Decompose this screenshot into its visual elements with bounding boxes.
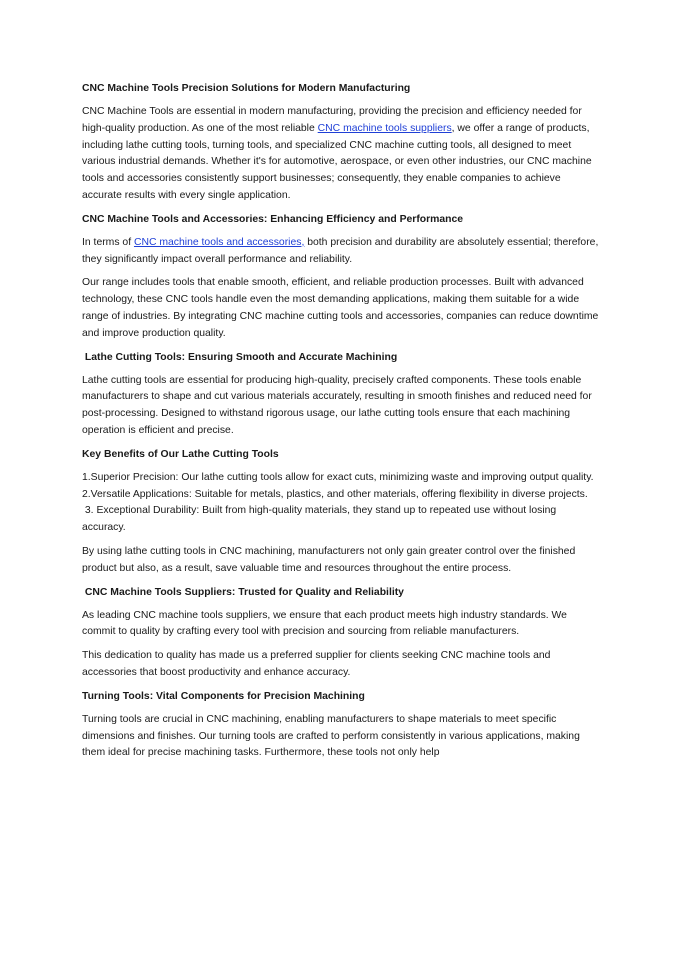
heading-tools-accessories: CNC Machine Tools and Accessories: Enhancing Efficiency and Performance [82,213,464,225]
document-body [82,81,602,769]
paragraph-intro: CNC Machine Tools are essential in modern manufacturing, providing the precision and efficiency needed for high-quality production. As one of the most reliable CNC machine tools suppliers, we offer a range of products, including lathe cutting tools, turning tools, and specialized CNC machine cutting tools, all designed to meet various industrial demands. Whether it's for automotive, aerospace, or even other industries, our CNC machine tools and accessories consistently support businesses; consequently, they enable companies to achieve accurate results with every single application. [82,106,592,201]
heading-key-benefits: Key Benefits of Our Lathe Cutting Tools [82,448,279,460]
paragraph-accessories: In terms of CNC machine tools and accessories, both precision and durability are absolutely essential; therefore, they significantly impact overall performance and reliability. [82,236,599,265]
heading-turning-tools: Turning Tools: Vital Components for Precision Machining [82,690,365,702]
paragraph-dedication: This dedication to quality has made us a preferred supplier for clients seeking CNC machine tools and accessories that boost productivity and enhance accuracy. [82,650,551,678]
heading-precision-solutions: CNC Machine Tools Precision Solutions for Modern Manufacturing [82,83,411,94]
paragraph-suppliers: As leading CNC machine tools suppliers, we ensure that each product meets high industry standards. We commit to quality by crafting every tool with precision and sourcing from reliable manufacturers. [82,609,567,638]
list-item: 3. Exceptional Durability: Built from high-quality materials, they stand up to repeated use without losing accuracy. [82,505,560,534]
list-item: 1.Superior Precision: Our lathe cutting tools allow for exact cuts, minimizing waste and improving output quality. [82,471,594,483]
list-item: 2.Versatile Applications: Suitable for metals, plastics, and other materials, offering flexibility in diverse projects. [82,488,588,500]
link-cnc-machine-tools-accessories[interactable]: CNC machine tools and accessories, [133,236,305,248]
paragraph-lathe-usage: By using lathe cutting tools in CNC machining, manufacturers not only gain greater control over the finished product but also, as a result, save valuable time and resources throughout the entire process. [82,545,576,574]
paragraph-range: Our range includes tools that enable smooth, efficient, and reliable production processes. Built with advanced technology, these CNC tools handle even the most demanding applications, making them suitable for a wide range of industries. By integrating CNC machine cutting tools and accessories, companies can reduce downtime and improve production quality. [82,277,599,339]
heading-lathe-cutting-tools: Lathe Cutting Tools: Ensuring Smooth and Accurate Machining [82,351,398,363]
link-cnc-machine-tools-suppliers[interactable]: CNC machine tools suppliers [317,122,452,134]
heading-suppliers: CNC Machine Tools Suppliers: Trusted for Quality and Reliability [82,586,404,598]
benefits-list [82,470,602,537]
paragraph-lathe: Lathe cutting tools are essential for producing high-quality, precisely crafted components. These tools enable manufacturers to shape and cut various materials accurately, resulting in smooth finishes and reduced need for post-processing. Designed to withstand rigorous usage, our lathe cutting tools ensure that each machining operation is efficient and precise. [82,374,592,436]
paragraph-turning: Turning tools are crucial in CNC machining, enabling manufacturers to shape materials to meet specific dimensions and finishes. Our turning tools are crafted to perform consistently in various applications, making them ideal for precise machining tasks. Furthermore, these tools not only help [82,713,580,759]
